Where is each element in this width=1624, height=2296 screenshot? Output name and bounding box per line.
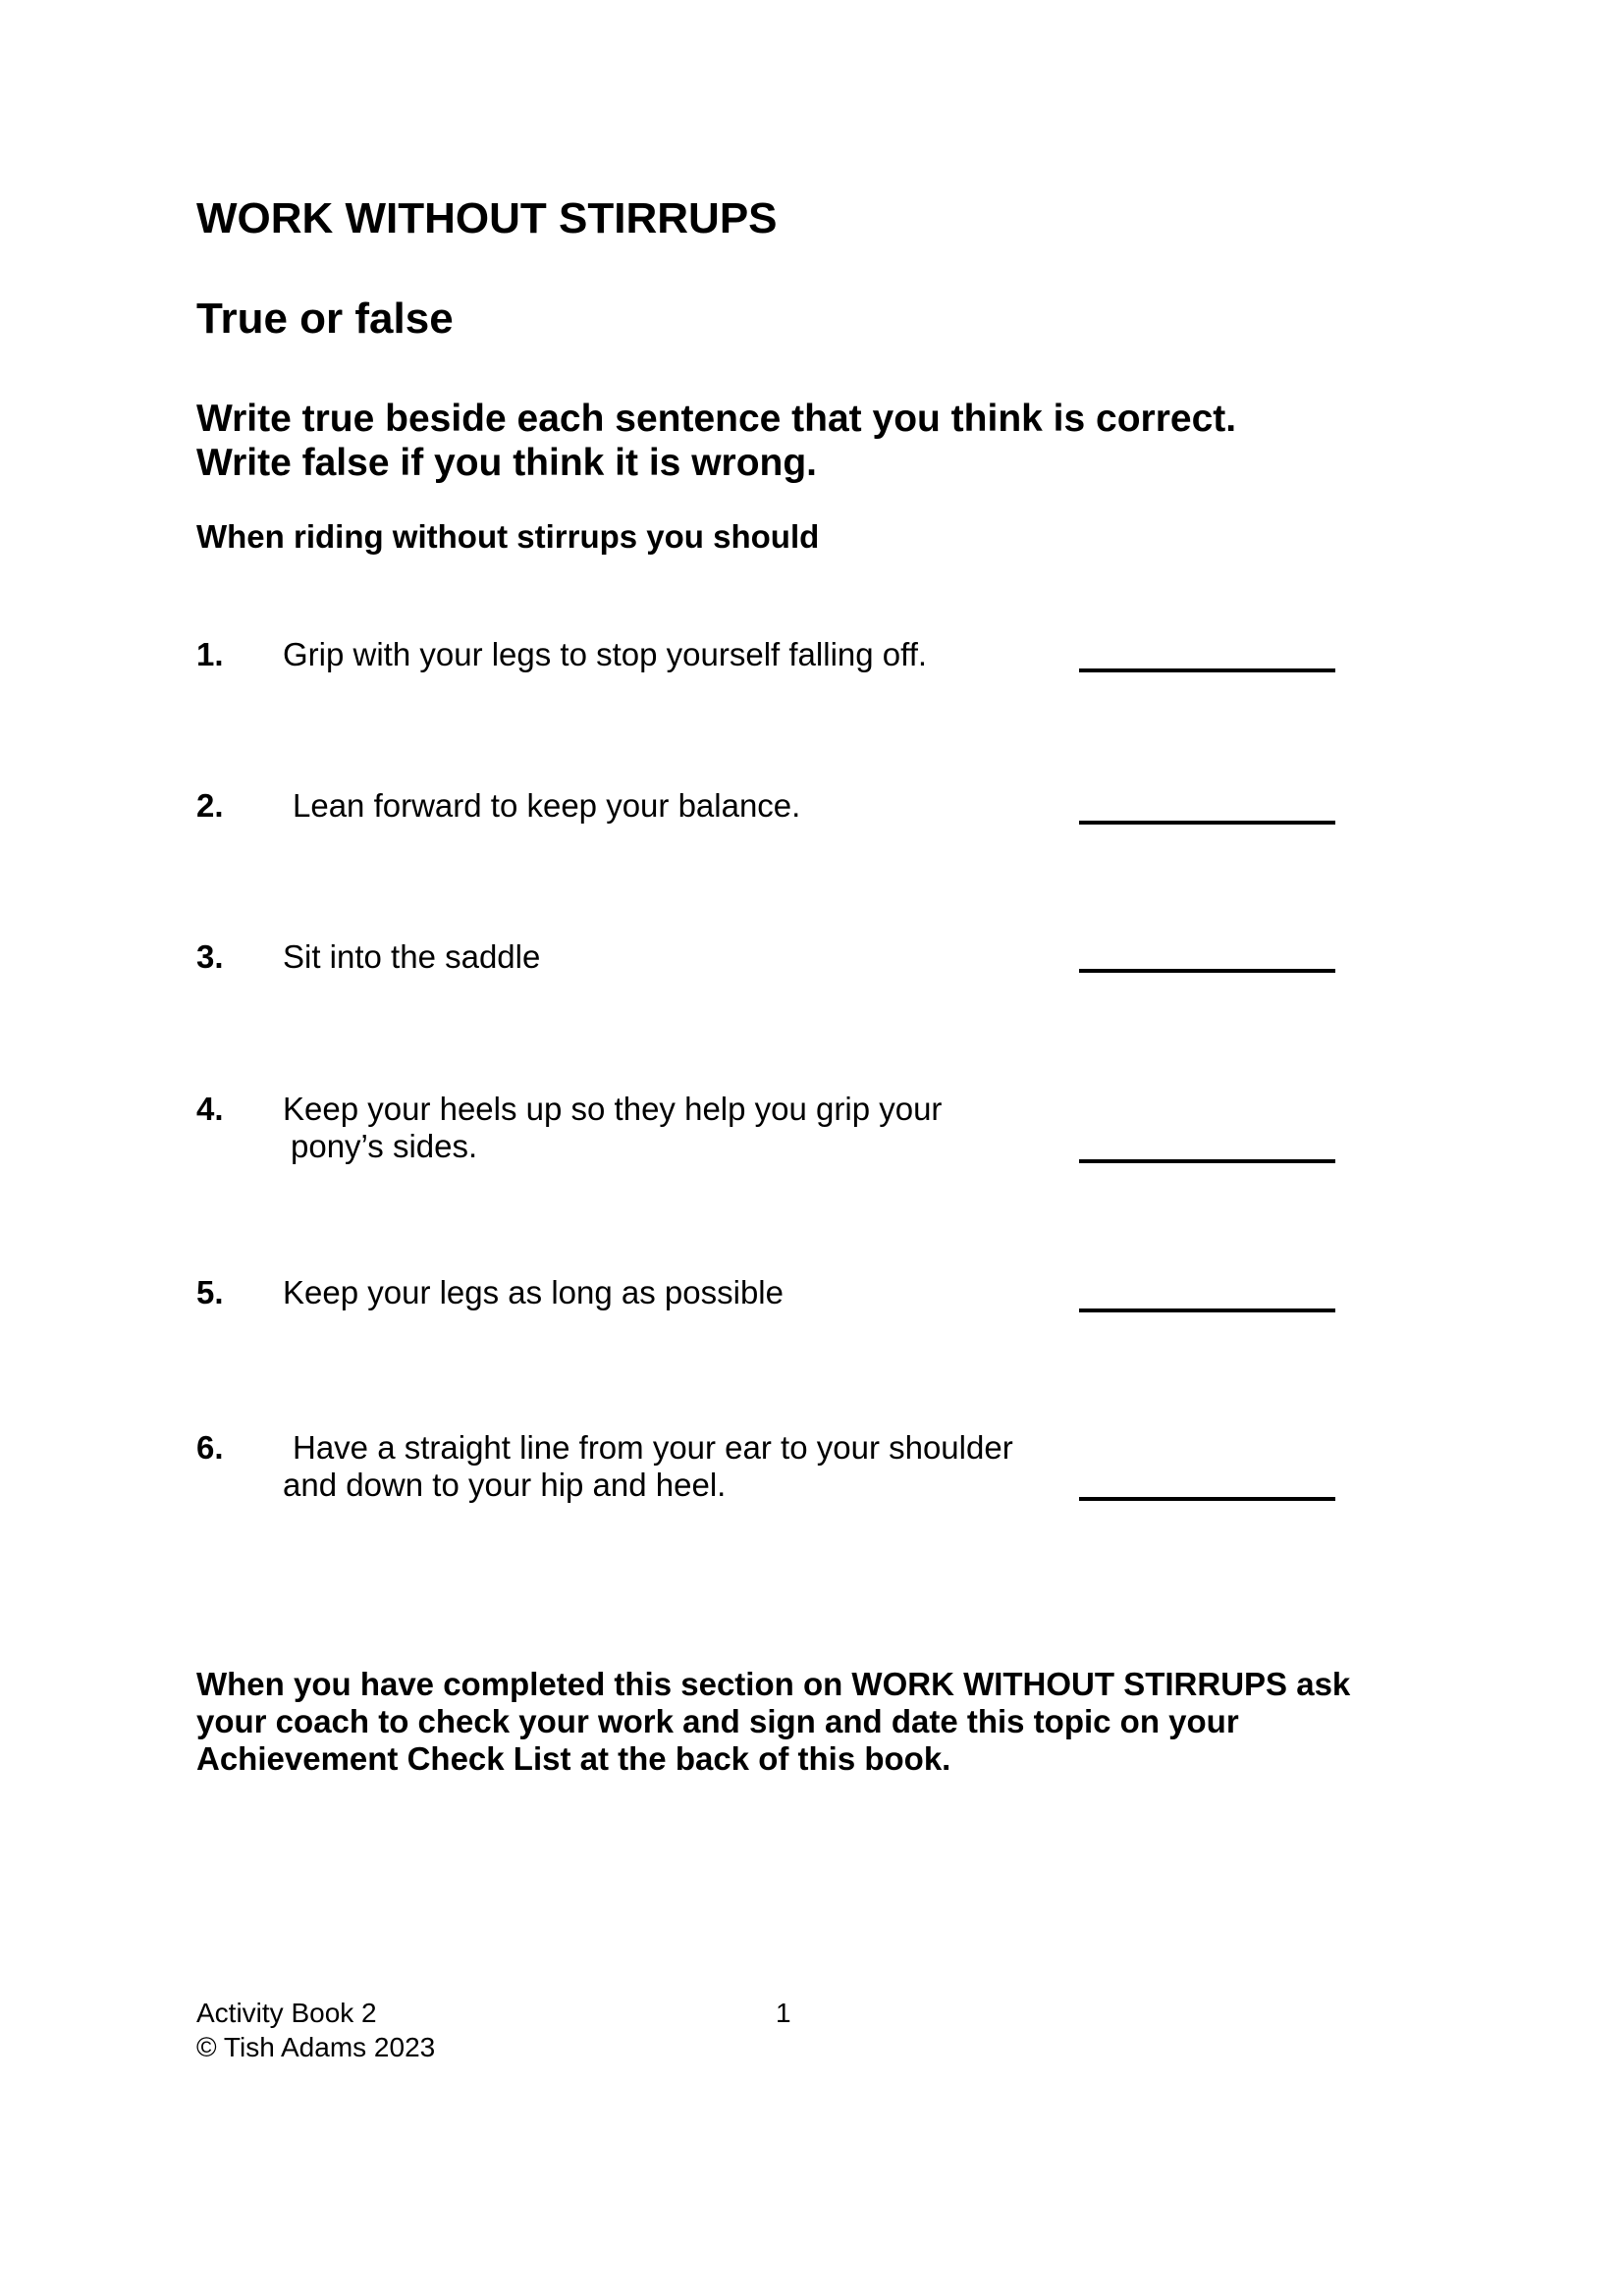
question-6-number: 6. [196, 1429, 224, 1466]
answer-blank-1[interactable] [1079, 668, 1335, 672]
instructions-line-2: Write false if you think it is wrong. [196, 442, 818, 484]
question-group-heading: When riding without stirrups you should [196, 518, 820, 555]
question-4-text [283, 1091, 942, 1165]
question-6-text-line-2: and down to your hip and heel. [283, 1467, 727, 1503]
question-1 [0, 636, 1624, 715]
question-4 [0, 1091, 1624, 1169]
section-title: True or false [196, 294, 454, 343]
question-6-text-line-1: Have a straight line from your ear to your shoulder [293, 1429, 1013, 1466]
footer-book-title: Activity Book 2 [196, 1998, 377, 2028]
question-3-number: 3. [196, 938, 224, 975]
answer-blank-6[interactable] [1079, 1497, 1335, 1501]
question-2-number: 2. [196, 787, 224, 824]
answer-blank-2[interactable] [1079, 821, 1335, 825]
answer-blank-3[interactable] [1079, 969, 1335, 973]
footer-copyright: © Tish Adams 2023 [196, 2032, 436, 2062]
question-4-number: 4. [196, 1091, 224, 1127]
answer-blank-4[interactable] [1079, 1159, 1335, 1163]
answer-blank-5[interactable] [1079, 1308, 1335, 1312]
question-5-text: Keep your legs as long as possible [283, 1274, 784, 1310]
question-3-text: Sit into the saddle [283, 938, 541, 975]
question-2 [0, 787, 1624, 866]
footer [196, 1996, 435, 2064]
question-3 [0, 938, 1624, 1017]
question-2-text: Lean forward to keep your balance. [293, 787, 801, 824]
completion-note-line-1: When you have completed this section on WORK WITHOUT STIRRUPS ask [196, 1666, 1351, 1702]
question-5 [0, 1274, 1624, 1353]
completion-note-line-3: Achievement Check List at the back of this book. [196, 1740, 951, 1777]
completion-note [196, 1666, 1350, 1778]
instructions-line-1: Write true beside each sentence that you think is correct. [196, 398, 1237, 440]
completion-note-line-2: your coach to check your work and sign and date this topic on your [196, 1703, 1239, 1739]
question-4-text-line-2: pony’s sides. [291, 1128, 478, 1164]
question-1-number: 1. [196, 636, 224, 672]
instructions [196, 397, 1236, 485]
page-title: WORK WITHOUT STIRRUPS [196, 194, 778, 242]
question-6-text [283, 1429, 1013, 1504]
page-number: 1 [776, 1998, 791, 2028]
question-6 [0, 1429, 1624, 1508]
question-4-text-line-1: Keep your heels up so they help you grip your [283, 1091, 943, 1127]
question-5-number: 5. [196, 1274, 224, 1310]
question-1-text: Grip with your legs to stop yourself falling off. [283, 636, 928, 672]
